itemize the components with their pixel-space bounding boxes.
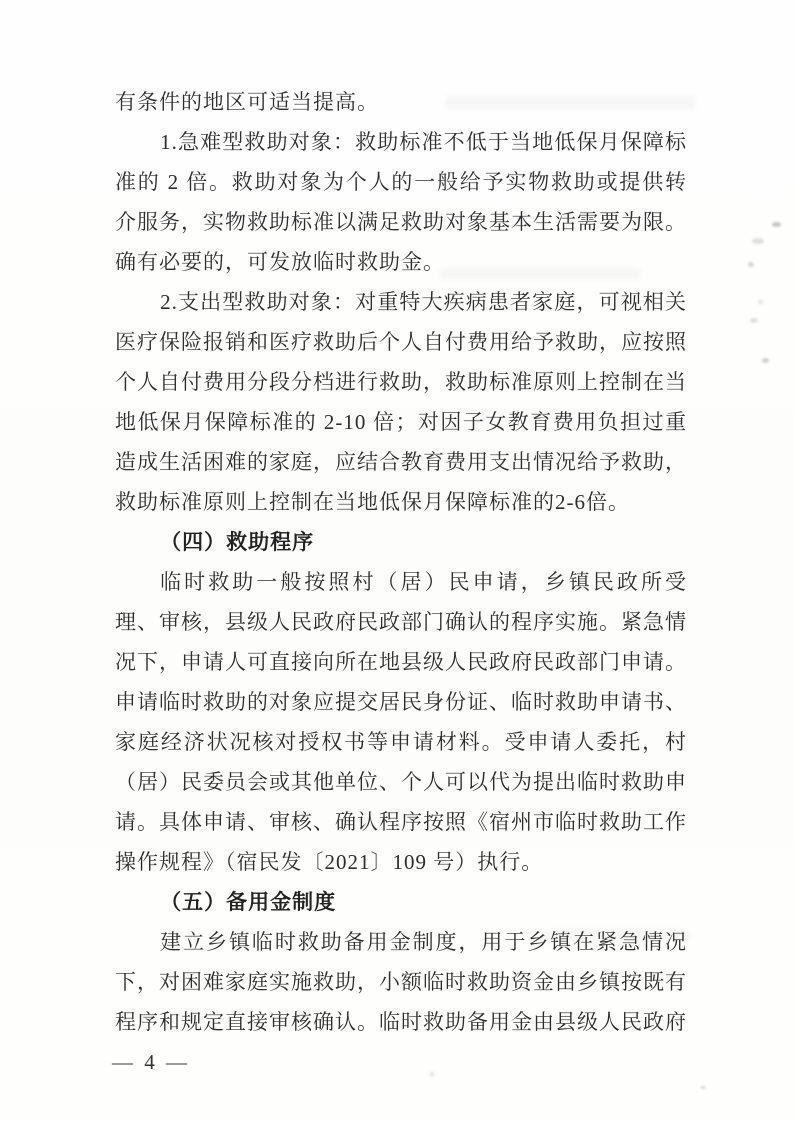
paragraph-expenditure-type-aid: 2.支出型救助对象：对重特大疾病患者家庭，可视相关医疗保险报销和医疗救助后个人自付费用给予救助，应按照个人自付费用分段分档进行救助，救助标准原则上控制在当地低保月保障标准的 2-10 倍；对因子女教育费用负担过重造成生活困难的家庭，应结合教育费用支出情况给予救助，救助标准原则上控制在当地低保月保障标准的2-6倍。	[115, 290, 687, 514]
scan-artifact	[752, 238, 764, 244]
scan-artifact	[700, 1086, 706, 1089]
section-heading-aid-procedure: （四）救助程序	[160, 530, 315, 554]
scan-artifact	[540, 930, 690, 942]
section-heading-reserve-fund: （五）备用金制度	[160, 890, 337, 914]
scan-artifact	[440, 268, 640, 280]
paragraph-aid-procedure: 临时救助一般按照村（居）民申请，乡镇民政所受理、审核，县级人民政府民政部门确认的程序实施。紧急情况下，申请人可直接向所在地县级人民政府民政部门申请。申请临时救助的对象应提交居民身份证、临时救助申请书、家庭经济状况核对授权书等申请材料。受申请人委托，村（居）民委员会或其他单位、个人可以代为提出临时救助申请。具体申请、审核、确认程序按照《宿州市临时救助工作操作规程》（宿民发〔2021〕109 号）执行。	[115, 570, 687, 874]
scan-artifact	[762, 358, 769, 363]
page-number: — 4 —	[112, 1050, 190, 1074]
scan-artifact	[758, 300, 763, 304]
document-body	[115, 82, 687, 1042]
scan-artifact	[748, 262, 754, 267]
scan-artifact	[750, 318, 758, 323]
scan-artifact	[445, 96, 695, 109]
scan-artifact	[772, 222, 781, 227]
paragraph-acute-type-aid: 1.急难型救助对象：救助标准不低于当地低保月保障标准的 2 倍。救助对象为个人的一般给予实物救助或提供转介服务，实物救助标准以满足救助对象基本生活需要为限。确有必要的，可发放临时救助金。	[115, 130, 687, 274]
paragraph-reserve-fund: 建立乡镇临时救助备用金制度，用于乡镇在紧急情况下，对困难家庭实施救助，小额临时救助资金由乡镇按既有程序和规定直接审核确认。临时救助备用金由县级人民政府	[115, 930, 687, 1034]
scan-artifact	[430, 1072, 434, 1076]
paragraph-continuation: 有条件的地区可适当提高。	[115, 90, 379, 114]
